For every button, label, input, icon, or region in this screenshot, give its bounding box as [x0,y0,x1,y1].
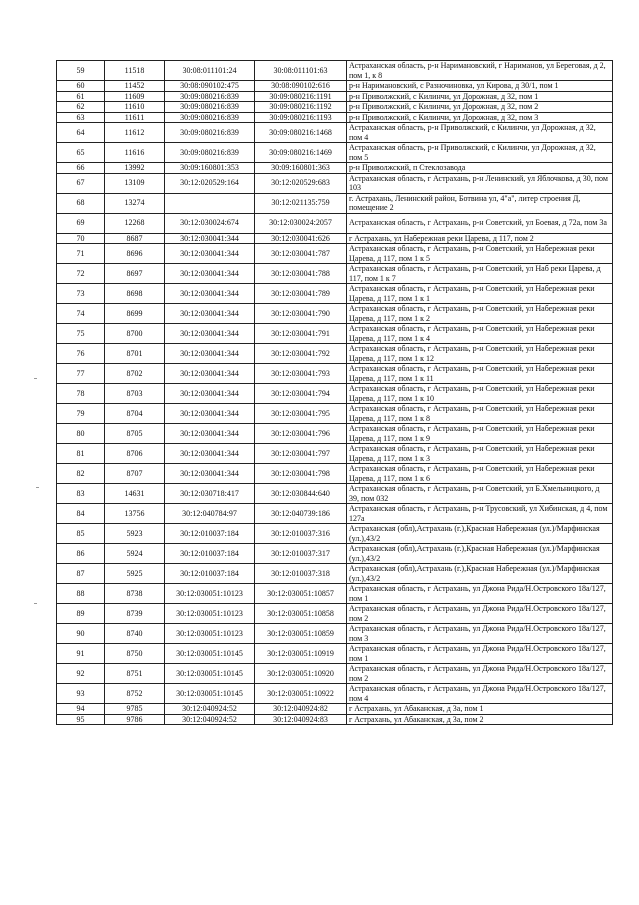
object-cadastral-number: 30:12:030041:787 [255,244,347,264]
table-row [57,404,613,424]
parcel-cadastral-number: 30:12:030041:344 [165,344,255,364]
table-row [57,424,613,444]
parcel-cadastral-number: 30:12:030041:344 [165,444,255,464]
row-number: 61 [57,91,105,102]
row-number: 66 [57,163,105,174]
object-id: 9786 [105,714,165,725]
table-row [57,193,613,213]
object-address: Астраханская область, г Астрахань, ул Джона Рида/Н.Островского 18а/127, пом 1 [347,644,613,664]
parcel-cadastral-number: 30:12:040784:97 [165,504,255,524]
object-address: Астраханская область, г Астрахань, р-н Советский, ул Набережная реки Царева, д 117, пом 1 к 2 [347,304,613,324]
row-number: 67 [57,173,105,193]
object-id: 11611 [105,112,165,123]
table-row [57,464,613,484]
parcel-cadastral-number: 30:09:080216:839 [165,143,255,163]
parcel-cadastral-number: 30:09:160801:353 [165,163,255,174]
scan-mark [34,603,37,604]
object-address: Астраханская область, р-н Приволжский, с Килинчи, ул Дорожная, д 32, пом 5 [347,143,613,163]
object-id: 5923 [105,524,165,544]
table-row [57,264,613,284]
object-id: 8752 [105,684,165,704]
object-address: г Астрахань, ул Абаканская, д 3а, пом 1 [347,704,613,715]
table-row [57,143,613,163]
parcel-cadastral-number: 30:12:030051:10145 [165,644,255,664]
object-address: Астраханская область, г Астрахань, р-н Трусовский, ул Хибинская, д 4, пом 127а [347,504,613,524]
row-number: 77 [57,364,105,384]
table-row [57,102,613,113]
object-cadastral-number: 30:08:090102:616 [255,81,347,92]
object-id: 8706 [105,444,165,464]
object-cadastral-number: 30:12:010037:318 [255,564,347,584]
object-address: Астраханская область, г Астрахань, р-н Советский, ул Набережная реки Царева, д 117, пом 1 к 3 [347,444,613,464]
row-number: 81 [57,444,105,464]
object-address: Астраханская область, г Астрахань, ул Джона Рида/Н.Островского 18а/127, пом 3 [347,624,613,644]
parcel-cadastral-number: 30:12:030024:674 [165,213,255,233]
object-address: Астраханская область, г Астрахань, р-н Советский, ул Набережная реки Царева, д 117, пом 1 к 11 [347,364,613,384]
table-row [57,91,613,102]
object-cadastral-number: 30:12:030041:792 [255,344,347,364]
object-id: 8699 [105,304,165,324]
parcel-cadastral-number: 30:12:030041:344 [165,364,255,384]
row-number: 80 [57,424,105,444]
object-id: 11518 [105,61,165,81]
parcel-cadastral-number: 30:12:030041:344 [165,284,255,304]
object-address: Астраханская область, г Астрахань, ул Джона Рида/Н.Островского 18а/127, пом 2 [347,604,613,624]
scan-mark [36,487,39,488]
object-cadastral-number: 30:12:030051:10922 [255,684,347,704]
object-id: 5925 [105,564,165,584]
parcel-cadastral-number: 30:09:080216:839 [165,112,255,123]
object-cadastral-number: 30:09:080216:1192 [255,102,347,113]
table-row [57,173,613,193]
row-number: 83 [57,484,105,504]
row-number: 88 [57,584,105,604]
object-id: 8705 [105,424,165,444]
table-row [57,364,613,384]
table-row [57,624,613,644]
object-id: 11452 [105,81,165,92]
object-cadastral-number: 30:12:030041:798 [255,464,347,484]
row-number: 86 [57,544,105,564]
table-row [57,484,613,504]
object-cadastral-number: 30:12:021135:759 [255,193,347,213]
object-id: 8707 [105,464,165,484]
table-row [57,384,613,404]
row-number: 93 [57,684,105,704]
object-id: 8700 [105,324,165,344]
parcel-cadastral-number: 30:12:030051:10123 [165,624,255,644]
object-cadastral-number: 30:12:030041:794 [255,384,347,404]
object-address: Астраханская область, г Астрахань, р-н Советский, ул Набережная реки Царева, д 117, пом 1 к 6 [347,464,613,484]
row-number: 69 [57,213,105,233]
object-id: 13756 [105,504,165,524]
object-cadastral-number: 30:12:040924:82 [255,704,347,715]
row-number: 89 [57,604,105,624]
parcel-cadastral-number: 30:12:030041:344 [165,304,255,324]
row-number: 72 [57,264,105,284]
parcel-cadastral-number: 30:12:030041:344 [165,464,255,484]
row-number: 74 [57,304,105,324]
object-id: 13274 [105,193,165,213]
table-row [57,304,613,324]
row-number: 62 [57,102,105,113]
object-id: 8704 [105,404,165,424]
object-cadastral-number: 30:12:040739:186 [255,504,347,524]
row-number: 71 [57,244,105,264]
parcel-cadastral-number: 30:12:010037:184 [165,564,255,584]
object-cadastral-number: 30:12:030051:10920 [255,664,347,684]
object-cadastral-number: 30:12:030051:10857 [255,584,347,604]
object-id: 8750 [105,644,165,664]
object-cadastral-number: 30:12:030041:789 [255,284,347,304]
table-row [57,324,613,344]
table-row [57,714,613,725]
parcel-cadastral-number: 30:09:080216:839 [165,123,255,143]
table-row [57,213,613,233]
table-row [57,344,613,364]
object-id: 11609 [105,91,165,102]
table-row [57,684,613,704]
parcel-cadastral-number: 30:12:030041:344 [165,244,255,264]
object-cadastral-number: 30:12:030041:791 [255,324,347,344]
object-address: Астраханская область, р-н Наримановский, г Нариманов, ул Береговая, д 2, пом 1, к 8 [347,61,613,81]
parcel-cadastral-number: 30:12:030041:344 [165,424,255,444]
parcel-cadastral-number [165,193,255,213]
object-id: 8740 [105,624,165,644]
object-cadastral-number: 30:08:011101:63 [255,61,347,81]
object-id: 8698 [105,284,165,304]
object-id: 8703 [105,384,165,404]
object-address: р-н Приволжский, с Килинчи, ул Дорожная, д 32, пом 2 [347,102,613,113]
object-address: р-н Приволжский, с Килинчи, ул Дорожная, д 32, пом 1 [347,91,613,102]
object-cadastral-number: 30:09:080216:1193 [255,112,347,123]
table-row [57,284,613,304]
object-id: 5924 [105,544,165,564]
table-row [57,564,613,584]
row-number: 94 [57,704,105,715]
object-id: 8701 [105,344,165,364]
table-row [57,584,613,604]
object-address: Астраханская область, г Астрахань, р-н Советский, ул Набережная реки Царева, д 117, пом 1 к 5 [347,244,613,264]
object-address: Астраханская (обл),Астрахань (г.),Красная Набережная (ул.)/Марфинская (ул.),43/2 [347,564,613,584]
object-id: 13992 [105,163,165,174]
object-id: 9785 [105,704,165,715]
table-row [57,524,613,544]
parcel-cadastral-number: 30:12:030041:344 [165,264,255,284]
object-address: г. Астрахань, Ленинский район, Ботвина ул, 4"а", литер строения Д, помещение 2 [347,193,613,213]
object-address: Астраханская область, г Астрахань, р-н Советский, ул Набережная реки Царева, д 117, пом 1 к 1 [347,284,613,304]
row-number: 60 [57,81,105,92]
row-number: 90 [57,624,105,644]
parcel-cadastral-number: 30:12:020529:164 [165,173,255,193]
object-cadastral-number: 30:12:030041:796 [255,424,347,444]
object-address: Астраханская (обл),Астрахань (г.),Красная Набережная (ул.)/Марфинская (ул.),43/2 [347,544,613,564]
table-row [57,61,613,81]
parcel-cadastral-number: 30:12:030051:10123 [165,604,255,624]
object-cadastral-number: 30:12:010037:317 [255,544,347,564]
object-cadastral-number: 30:12:020529:683 [255,173,347,193]
object-address: Астраханская область, р-н Приволжский, с Килинчи, ул Дорожная, д 32, пом 4 [347,123,613,143]
row-number: 87 [57,564,105,584]
object-id: 8702 [105,364,165,384]
row-number: 63 [57,112,105,123]
parcel-cadastral-number: 30:09:080216:839 [165,102,255,113]
parcel-cadastral-number: 30:08:011101:24 [165,61,255,81]
object-cadastral-number: 30:12:030041:788 [255,264,347,284]
object-id: 8738 [105,584,165,604]
object-address: Астраханская область, г Астрахань, р-н Советский, ул Б.Хмельницкого, д 39, пом 032 [347,484,613,504]
row-number: 68 [57,193,105,213]
object-id: 8739 [105,604,165,624]
row-number: 92 [57,664,105,684]
object-cadastral-number: 30:12:010037:316 [255,524,347,544]
object-id: 8687 [105,233,165,244]
table-row [57,81,613,92]
row-number: 84 [57,504,105,524]
object-cadastral-number: 30:09:080216:1191 [255,91,347,102]
row-number: 65 [57,143,105,163]
table-row [57,604,613,624]
parcel-cadastral-number: 30:12:040924:52 [165,714,255,725]
row-number: 76 [57,344,105,364]
object-address: Астраханская область, г Астрахань, р-н Советский, ул Набережная реки Царева, д 117, пом 1 к 10 [347,384,613,404]
parcel-cadastral-number: 30:12:010037:184 [165,524,255,544]
object-cadastral-number: 30:12:030051:10919 [255,644,347,664]
row-number: 70 [57,233,105,244]
object-cadastral-number: 30:12:030041:793 [255,364,347,384]
row-number: 75 [57,324,105,344]
parcel-cadastral-number: 30:12:040924:52 [165,704,255,715]
object-address: р-н Приволжский, с Килинчи, ул Дорожная, д 32, пом 3 [347,112,613,123]
property-table [56,60,613,725]
object-id: 11610 [105,102,165,113]
object-address: Астраханская область, г Астрахань, р-н Советский, ул Наб реки Царева, д 117, пом 1 к 7 [347,264,613,284]
object-id: 8751 [105,664,165,684]
object-cadastral-number: 30:12:030844:640 [255,484,347,504]
parcel-cadastral-number: 30:12:030041:344 [165,404,255,424]
parcel-cadastral-number: 30:12:030041:344 [165,233,255,244]
table-row [57,504,613,524]
object-cadastral-number: 30:12:030024:2057 [255,213,347,233]
object-address: Астраханская область, г Астрахань, р-н Советский, ул Набережная реки Царева, д 117, пом 1 к 9 [347,424,613,444]
parcel-cadastral-number: 30:12:030051:10145 [165,684,255,704]
object-address: Астраханская (обл),Астрахань (г.),Красная Набережная (ул.)/Марфинская (ул.),43/2 [347,524,613,544]
table-row [57,244,613,264]
parcel-cadastral-number: 30:12:030051:10145 [165,664,255,684]
object-cadastral-number: 30:12:030051:10858 [255,604,347,624]
row-number: 79 [57,404,105,424]
object-cadastral-number: 30:12:030041:626 [255,233,347,244]
table-row [57,112,613,123]
parcel-cadastral-number: 30:09:080216:839 [165,91,255,102]
row-number: 85 [57,524,105,544]
object-address: Астраханская область, г Астрахань, р-н Советский, ул Набережная реки Царева, д 117, пом 1 к 4 [347,324,613,344]
object-cadastral-number: 30:12:030041:790 [255,304,347,324]
object-address: Астраханская область, г Астрахань, ул Джона Рида/Н.Островского 18а/127, пом 2 [347,664,613,684]
object-cadastral-number: 30:12:040924:83 [255,714,347,725]
table-row [57,163,613,174]
object-cadastral-number: 30:09:080216:1469 [255,143,347,163]
table-row [57,644,613,664]
object-id: 14631 [105,484,165,504]
scan-mark [34,378,37,379]
parcel-cadastral-number: 30:12:030041:344 [165,384,255,404]
parcel-cadastral-number: 30:12:010037:184 [165,544,255,564]
object-address: г Астрахань, ул Набережная реки Царева, д 117, пом 2 [347,233,613,244]
object-address: Астраханская область, г Астрахань, ул Джона Рида/Н.Островского 18а/127, пом 4 [347,684,613,704]
row-number: 91 [57,644,105,664]
table-row [57,544,613,564]
object-id: 8696 [105,244,165,264]
row-number: 78 [57,384,105,404]
property-table-body [57,61,613,725]
object-address: Астраханская область, г Астрахань, р-н Советский, ул Боевая, д 72а, пом 3а [347,213,613,233]
object-id: 11612 [105,123,165,143]
object-address: Астраханская область, г Астрахань, р-н Советский, ул Набережная реки Царева, д 117, пом 1 к 8 [347,404,613,424]
row-number: 59 [57,61,105,81]
row-number: 64 [57,123,105,143]
row-number: 82 [57,464,105,484]
object-id: 8697 [105,264,165,284]
object-address: р-н Приволжский, п Стеклозавода [347,163,613,174]
object-address: Астраханская область, г Астрахань, ул Джона Рида/Н.Островского 18а/127, пом 1 [347,584,613,604]
parcel-cadastral-number: 30:12:030718:417 [165,484,255,504]
object-cadastral-number: 30:09:080216:1468 [255,123,347,143]
object-cadastral-number: 30:12:030051:10859 [255,624,347,644]
row-number: 95 [57,714,105,725]
parcel-cadastral-number: 30:12:030041:344 [165,324,255,344]
table-row [57,444,613,464]
parcel-cadastral-number: 30:12:030051:10123 [165,584,255,604]
object-cadastral-number: 30:12:030041:795 [255,404,347,424]
object-address: г Астрахань, ул Абаканская, д 3а, пом 2 [347,714,613,725]
object-cadastral-number: 30:12:030041:797 [255,444,347,464]
table-row [57,123,613,143]
object-address: Астраханская область, г Астрахань, р-н Ленинский, ул Яблочкова, д 30, пом 103 [347,173,613,193]
object-id: 12268 [105,213,165,233]
object-cadastral-number: 30:09:160801:363 [255,163,347,174]
table-row [57,704,613,715]
row-number: 73 [57,284,105,304]
object-id: 11616 [105,143,165,163]
object-address: р-н Наримановский, с Разночиновка, ул Кирова, д 30/1, пом 1 [347,81,613,92]
object-id: 13109 [105,173,165,193]
parcel-cadastral-number: 30:08:090102:475 [165,81,255,92]
table-row [57,664,613,684]
object-address: Астраханская область, г Астрахань, р-н Советский, ул Набережная реки Царева, д 117, пом 1 к 12 [347,344,613,364]
table-row [57,233,613,244]
